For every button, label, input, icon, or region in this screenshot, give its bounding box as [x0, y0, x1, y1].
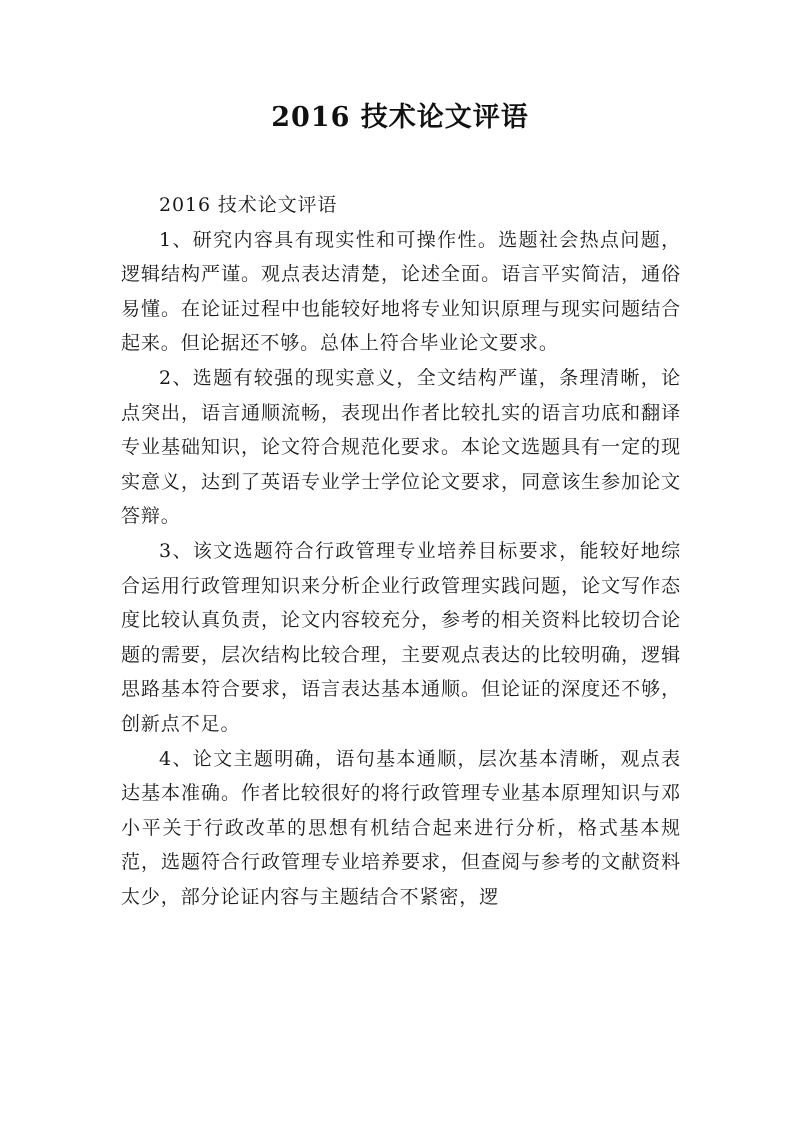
document-body	[121, 188, 681, 914]
body-paragraph-heading: 2016 技术论文评语	[159, 194, 338, 216]
document-title: 2016 技术论文评语	[271, 102, 529, 133]
body-paragraph-4: 4、论文主题明确，语句基本通顺，层次基本清晰，观点表达基本准确。作者比较很好的将行政管理专业基本原理知识与邓小平关于行政改革的思想有机结合起来进行分析，格式基本规范，选题符合行政管理专业培养要求，但查阅与参考的文献资料太少，部分论证内容与主题结合不紧密，逻	[121, 747, 681, 908]
body-paragraph-3: 3、该文选题符合行政管理专业培养目标要求，能较好地综合运用行政管理知识来分析企业行政管理实践问题，论文写作态度比较认真负责，论文内容较充分，参考的相关资料比较切合论题的需要，层次结构比较合理，主要观点表达的比较明确，逻辑思路基本符合要求，语言表达基本通顺。但论证的深度还不够，创新点不足。	[121, 539, 681, 735]
body-paragraph-1: 1、研究内容具有现实性和可操作性。选题社会热点问题，逻辑结构严谨。观点表达清楚，论述全面。语言平实简洁，通俗易懂。在论证过程中也能较好地将专业知识原理与现实问题结合起来。但论据还不够。总体上符合毕业论文要求。	[121, 228, 681, 355]
body-paragraph-2: 2、选题有较强的现实意义，全文结构严谨，条理清晰，论点突出，语言通顺流畅，表现出作者比较扎实的语言功底和翻译专业基础知识，论文符合规范化要求。本论文选题具有一定的现实意义，达到了英语专业学士学位论文要求，同意该生参加论文答辩。	[121, 366, 681, 528]
